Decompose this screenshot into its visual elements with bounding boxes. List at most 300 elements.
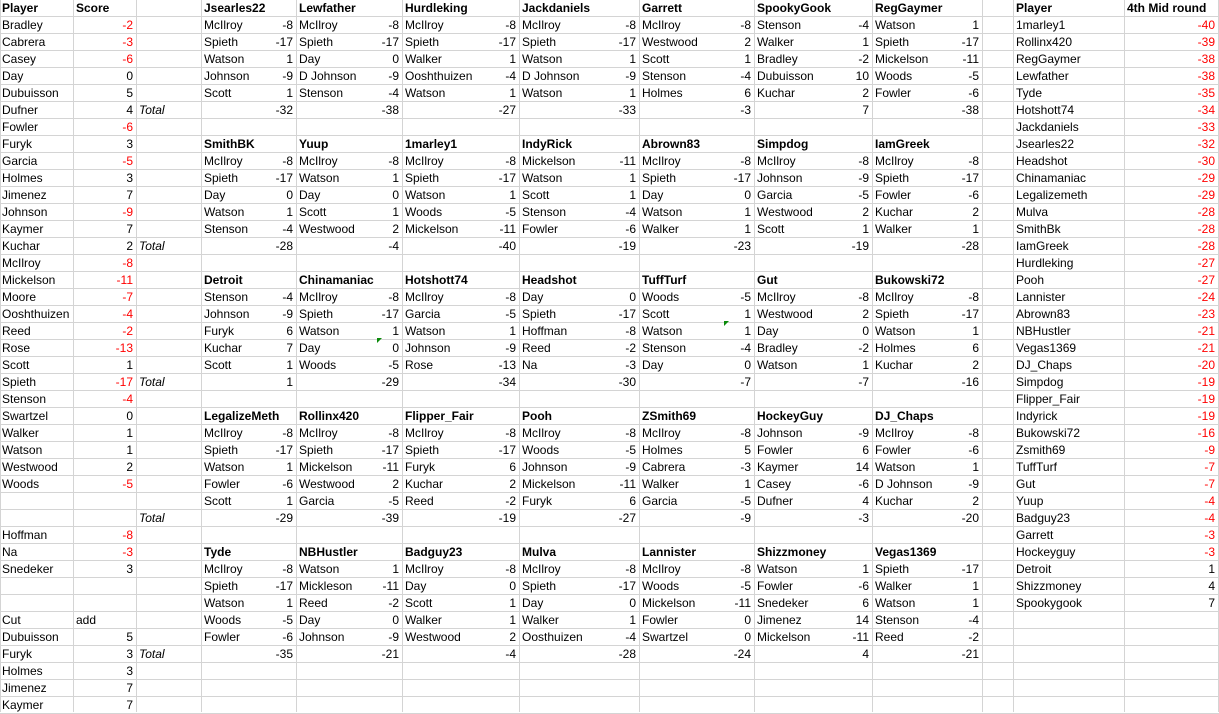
standings-score[interactable]: -3 [1204, 545, 1215, 559]
pick-score[interactable]: -17 [275, 443, 293, 457]
cut-player-name[interactable]: Jimenez [2, 681, 47, 695]
player-score[interactable]: 2 [126, 239, 133, 253]
team-name[interactable]: Mulva [522, 545, 557, 559]
team-total[interactable]: -27 [618, 511, 636, 525]
pick-score[interactable]: 2 [972, 358, 979, 372]
pick-player[interactable]: Mickelson [522, 154, 576, 168]
team-total[interactable]: -3 [858, 511, 869, 525]
pick-player[interactable]: Reed [405, 494, 434, 508]
pick-score[interactable]: 1 [862, 358, 869, 372]
pick-player[interactable]: Watson [875, 18, 916, 32]
pick-score[interactable]: -8 [740, 562, 751, 576]
team-total[interactable]: -4 [388, 239, 399, 253]
pick-score[interactable]: -17 [275, 171, 293, 185]
pick-player[interactable]: McIlroy [642, 18, 681, 32]
team-total[interactable]: -20 [961, 511, 979, 525]
pick-player[interactable]: Watson [299, 324, 340, 338]
pick-player[interactable]: Jimenez [757, 613, 802, 627]
standings-score[interactable]: -21 [1197, 324, 1215, 338]
pick-player[interactable]: Woods [204, 613, 242, 627]
pick-score[interactable]: 2 [862, 205, 869, 219]
player-score[interactable]: 1 [126, 443, 133, 457]
cut-player-score[interactable]: 5 [126, 630, 133, 644]
pick-score[interactable]: -17 [275, 579, 293, 593]
pick-score[interactable]: 1 [744, 222, 751, 236]
pick-player[interactable]: Snedeker [757, 596, 809, 610]
standings-score[interactable]: -33 [1197, 120, 1215, 134]
pick-player[interactable]: Garcia [299, 494, 335, 508]
standings-player[interactable]: Detroit [1016, 562, 1052, 576]
standings-player[interactable]: Rollinx420 [1016, 35, 1073, 49]
pick-score[interactable]: -9 [388, 630, 399, 644]
pick-player[interactable]: Kuchar [875, 205, 914, 219]
pick-score[interactable]: -4 [505, 69, 516, 83]
pick-score[interactable]: 1 [286, 494, 293, 508]
pick-score[interactable]: -2 [625, 341, 636, 355]
team-name[interactable]: Simpdog [757, 137, 809, 151]
standings-score[interactable]: -16 [1197, 426, 1215, 440]
player-score[interactable]: 3 [126, 562, 133, 576]
team-total[interactable]: -21 [381, 647, 399, 661]
team-total[interactable]: -38 [381, 103, 399, 117]
pick-score[interactable]: 1 [509, 86, 516, 100]
pick-player[interactable]: Watson [642, 324, 683, 338]
pick-score[interactable]: -17 [381, 307, 399, 321]
pick-score[interactable]: 1 [392, 171, 399, 185]
pick-score[interactable]: -8 [282, 426, 293, 440]
pick-player[interactable]: Spieth [299, 443, 334, 457]
player-name[interactable]: Woods [2, 477, 40, 491]
pick-player[interactable]: Westwood [757, 307, 813, 321]
pick-player[interactable]: Reed [522, 341, 551, 355]
pick-player[interactable]: Stenson [299, 86, 344, 100]
standings-player[interactable]: Hockeyguy [1016, 545, 1076, 559]
pick-player[interactable]: Stenson [204, 290, 249, 304]
pick-player[interactable]: McIlroy [642, 426, 681, 440]
pick-score[interactable]: -17 [733, 171, 751, 185]
pick-player[interactable]: Watson [299, 562, 340, 576]
pick-score[interactable]: 2 [862, 86, 869, 100]
pick-score[interactable]: -8 [388, 154, 399, 168]
standings-score[interactable]: -28 [1197, 222, 1215, 236]
pick-player[interactable]: Bradley [757, 52, 798, 66]
pick-score[interactable]: 1 [629, 171, 636, 185]
pick-player[interactable]: Scott [522, 188, 550, 202]
pick-score[interactable]: 1 [862, 35, 869, 49]
pick-score[interactable]: -8 [505, 18, 516, 32]
pick-player[interactable]: Holmes [875, 341, 916, 355]
pick-player[interactable]: Johnson [204, 307, 250, 321]
player-score[interactable]: -4 [122, 392, 133, 406]
pick-player[interactable]: Kuchar [875, 494, 914, 508]
pick-player[interactable]: Spieth [204, 35, 239, 49]
cut-player-score[interactable]: 7 [126, 681, 133, 695]
pick-score[interactable]: 1 [744, 205, 751, 219]
pick-player[interactable]: Watson [405, 188, 446, 202]
player-name[interactable]: Mickelson [2, 273, 56, 287]
pick-player[interactable]: McIlroy [405, 562, 444, 576]
pick-score[interactable]: 0 [629, 596, 636, 610]
pick-score[interactable]: 1 [509, 52, 516, 66]
pick-player[interactable]: Scott [642, 52, 670, 66]
pick-score[interactable]: 4 [862, 494, 869, 508]
pick-player[interactable]: Fowler [642, 613, 679, 627]
team-name[interactable]: RegGaymer [875, 1, 943, 15]
pick-player[interactable]: Fowler [204, 477, 241, 491]
cut-player-name[interactable]: Furyk [2, 647, 32, 661]
team-total[interactable]: -3 [740, 103, 751, 117]
player-score[interactable]: -4 [122, 307, 133, 321]
player-score[interactable]: -11 [116, 273, 133, 287]
pick-player[interactable]: Watson [757, 562, 798, 576]
team-name[interactable]: Rollinx420 [299, 409, 360, 423]
pick-score[interactable]: 0 [744, 613, 751, 627]
team-name[interactable]: Tyde [204, 545, 232, 559]
team-name[interactable]: Headshot [522, 273, 577, 287]
pick-score[interactable]: -5 [505, 205, 516, 219]
pick-score[interactable]: -8 [625, 562, 636, 576]
pick-score[interactable]: -11 [852, 630, 869, 644]
pick-score[interactable]: -8 [625, 18, 636, 32]
standings-player[interactable]: Yuup [1016, 494, 1044, 508]
pick-score[interactable]: -17 [618, 307, 636, 321]
pick-player[interactable]: Johnson [204, 69, 250, 83]
pick-player[interactable]: Spieth [299, 35, 334, 49]
pick-score[interactable]: 2 [509, 630, 516, 644]
team-name[interactable]: IamGreek [875, 137, 930, 151]
pick-score[interactable]: -8 [388, 290, 399, 304]
pick-player[interactable]: McIlroy [522, 562, 561, 576]
pick-player[interactable]: Watson [204, 460, 245, 474]
pick-score[interactable]: 1 [972, 222, 979, 236]
team-total[interactable]: -34 [498, 375, 516, 389]
pick-player[interactable]: Mickleson [299, 579, 353, 593]
pick-player[interactable]: Walker [405, 52, 442, 66]
standings-score[interactable]: -27 [1197, 256, 1215, 270]
pick-score[interactable]: -5 [388, 494, 399, 508]
pick-score[interactable]: 1 [744, 477, 751, 491]
pick-player[interactable]: Woods [642, 579, 680, 593]
team-total[interactable]: -28 [618, 647, 636, 661]
pick-player[interactable]: Watson [875, 596, 916, 610]
team-name[interactable]: LegalizeMeth [204, 409, 280, 423]
pick-score[interactable]: -4 [858, 18, 869, 32]
standings-player[interactable]: RegGaymer [1016, 52, 1081, 66]
pick-player[interactable]: Furyk [204, 324, 234, 338]
pick-score[interactable]: 0 [862, 324, 869, 338]
pick-player[interactable]: Westwood [405, 630, 461, 644]
pick-player[interactable]: Mickelson [757, 630, 811, 644]
pick-player[interactable]: Walker [875, 579, 912, 593]
pick-score[interactable]: -9 [505, 341, 516, 355]
standings-score[interactable]: -35 [1197, 86, 1215, 100]
pick-player[interactable]: Westwood [757, 205, 813, 219]
pick-player[interactable]: Spieth [204, 171, 239, 185]
pick-score[interactable]: 0 [392, 341, 399, 355]
standings-score[interactable]: -28 [1197, 239, 1215, 253]
pick-score[interactable]: -5 [388, 358, 399, 372]
pick-player[interactable]: Reed [875, 630, 904, 644]
standings-score[interactable]: -40 [1197, 18, 1215, 32]
team-name[interactable]: Hotshott74 [405, 273, 468, 287]
pick-player[interactable]: Johnson [522, 460, 568, 474]
player-score[interactable]: 3 [126, 137, 133, 151]
player-score[interactable]: -2 [122, 324, 133, 338]
pick-score[interactable]: -17 [961, 562, 979, 576]
team-total[interactable]: -35 [275, 647, 293, 661]
pick-score[interactable]: 0 [744, 630, 751, 644]
pick-player[interactable]: Day [405, 579, 427, 593]
pick-player[interactable]: Mickelson [405, 222, 459, 236]
pick-player[interactable]: Furyk [522, 494, 552, 508]
player-name[interactable]: Holmes [2, 171, 43, 185]
pick-score[interactable]: 10 [855, 69, 869, 83]
pick-player[interactable]: Kuchar [875, 358, 914, 372]
comment-indicator-icon[interactable] [377, 338, 382, 343]
standings-score[interactable]: -7 [1204, 460, 1215, 474]
pick-player[interactable]: Scott [299, 205, 327, 219]
team-name[interactable]: Jackdaniels [522, 1, 591, 15]
pick-player[interactable]: Woods [875, 69, 913, 83]
pick-score[interactable]: 1 [972, 324, 979, 338]
standings-player[interactable]: Mulva [1016, 205, 1049, 219]
pick-score[interactable]: -11 [382, 460, 399, 474]
pick-score[interactable]: -3 [625, 358, 636, 372]
pick-score[interactable]: 6 [629, 494, 636, 508]
player-name[interactable]: McIlroy [2, 256, 41, 270]
pick-player[interactable]: Walker [522, 613, 559, 627]
pick-player[interactable]: McIlroy [875, 426, 914, 440]
pick-score[interactable]: -9 [282, 69, 293, 83]
pick-score[interactable]: -17 [498, 35, 516, 49]
pick-player[interactable]: D Johnson [522, 69, 580, 83]
player-name[interactable]: Stenson [2, 392, 47, 406]
pick-player[interactable]: McIlroy [405, 290, 444, 304]
pick-score[interactable]: 1 [509, 596, 516, 610]
pick-score[interactable]: 1 [744, 307, 751, 321]
pick-score[interactable]: 1 [972, 460, 979, 474]
pick-player[interactable]: McIlroy [299, 426, 338, 440]
team-total[interactable]: -28 [961, 239, 979, 253]
pick-score[interactable]: -2 [388, 596, 399, 610]
pick-player[interactable]: Day [299, 341, 321, 355]
player-score[interactable]: -9 [122, 205, 133, 219]
pick-player[interactable]: Spieth [522, 579, 557, 593]
pick-player[interactable]: Stenson [757, 18, 802, 32]
pick-score[interactable]: -11 [619, 154, 636, 168]
pick-player[interactable]: Scott [642, 307, 670, 321]
standings-player[interactable]: Flipper_Fair [1016, 392, 1081, 406]
pick-player[interactable]: Holmes [642, 86, 683, 100]
team-total[interactable]: -30 [618, 375, 636, 389]
pick-score[interactable]: 1 [392, 324, 399, 338]
player-score[interactable]: -6 [122, 120, 133, 134]
pick-score[interactable]: -8 [625, 324, 636, 338]
pick-score[interactable]: 1 [286, 52, 293, 66]
standings-player[interactable]: Pooh [1016, 273, 1045, 287]
player-score[interactable]: -8 [122, 528, 133, 542]
pick-score[interactable]: -5 [740, 494, 751, 508]
player-score[interactable]: -3 [122, 35, 133, 49]
pick-player[interactable]: McIlroy [405, 18, 444, 32]
player-name[interactable]: Scott [2, 358, 30, 372]
pick-player[interactable]: Scott [204, 494, 232, 508]
pick-score[interactable]: -8 [505, 562, 516, 576]
pick-score[interactable]: -17 [961, 171, 979, 185]
pick-score[interactable]: -4 [282, 222, 293, 236]
pick-score[interactable]: 1 [744, 324, 751, 338]
player-name[interactable]: Garcia [2, 154, 38, 168]
pick-player[interactable]: Spieth [299, 307, 334, 321]
pick-score[interactable]: -4 [625, 205, 636, 219]
team-total[interactable]: -28 [275, 239, 293, 253]
standings-player[interactable]: Indyrick [1016, 409, 1058, 423]
add-label[interactable]: add [76, 613, 97, 627]
team-name[interactable]: NBHustler [299, 545, 358, 559]
team-name[interactable]: ZSmith69 [642, 409, 697, 423]
pick-score[interactable]: -17 [961, 35, 979, 49]
pick-score[interactable]: 1 [286, 86, 293, 100]
pick-player[interactable]: Walker [875, 222, 912, 236]
pick-player[interactable]: Fowler [875, 443, 912, 457]
pick-player[interactable]: Watson [405, 324, 446, 338]
pick-score[interactable]: -5 [858, 188, 869, 202]
pick-score[interactable]: -11 [619, 477, 636, 491]
pick-score[interactable]: 2 [862, 307, 869, 321]
standings-score[interactable]: 7 [1208, 596, 1215, 610]
team-name[interactable]: Flipper_Fair [405, 409, 474, 423]
pick-player[interactable]: Kuchar [204, 341, 243, 355]
pick-player[interactable]: Day [299, 188, 321, 202]
pick-score[interactable]: -8 [388, 426, 399, 440]
team-total[interactable]: -38 [961, 103, 979, 117]
standings-score[interactable]: -20 [1197, 358, 1215, 372]
pick-score[interactable]: 1 [629, 86, 636, 100]
player-score[interactable]: 3 [126, 171, 133, 185]
pick-score[interactable]: 0 [509, 579, 516, 593]
team-name[interactable]: Chinamaniac [299, 273, 374, 287]
pick-player[interactable]: McIlroy [875, 290, 914, 304]
pick-player[interactable]: Watson [204, 596, 245, 610]
pick-player[interactable]: McIlroy [642, 154, 681, 168]
standings-player[interactable]: Garrett [1016, 528, 1054, 542]
team-total[interactable]: -32 [275, 103, 293, 117]
pick-player[interactable]: Woods [522, 443, 560, 457]
pick-player[interactable]: Woods [642, 290, 680, 304]
pick-player[interactable]: Watson [204, 205, 245, 219]
pick-player[interactable]: McIlroy [757, 290, 796, 304]
pick-player[interactable]: Day [204, 188, 226, 202]
pick-score[interactable]: 6 [972, 341, 979, 355]
cut-player-score[interactable]: 7 [126, 698, 133, 712]
standings-player[interactable]: Headshot [1016, 154, 1068, 168]
standings-header-player[interactable]: Player [1016, 1, 1053, 15]
pick-player[interactable]: Day [757, 324, 779, 338]
cut-player-score[interactable]: 3 [126, 647, 133, 661]
pick-score[interactable]: -17 [618, 579, 636, 593]
pick-score[interactable]: -8 [740, 154, 751, 168]
standings-score[interactable]: -34 [1197, 103, 1215, 117]
pick-score[interactable]: -8 [625, 426, 636, 440]
pick-score[interactable]: -8 [282, 562, 293, 576]
player-score[interactable]: 4 [126, 103, 133, 117]
standings-player[interactable]: Vegas1369 [1016, 341, 1077, 355]
pick-score[interactable]: -4 [740, 341, 751, 355]
pick-player[interactable]: Spieth [204, 579, 239, 593]
pick-score[interactable]: -8 [388, 18, 399, 32]
pick-player[interactable]: Watson [875, 460, 916, 474]
pick-score[interactable]: -6 [968, 86, 979, 100]
pick-score[interactable]: -8 [505, 290, 516, 304]
pick-player[interactable]: Johnson [405, 341, 451, 355]
pick-player[interactable]: Stenson [204, 222, 249, 236]
standings-score[interactable]: -19 [1197, 409, 1215, 423]
pick-player[interactable]: McIlroy [299, 18, 338, 32]
standings-score[interactable]: -21 [1197, 341, 1215, 355]
pick-score[interactable]: 7 [286, 341, 293, 355]
pick-player[interactable]: McIlroy [405, 154, 444, 168]
team-total[interactable]: -23 [733, 239, 751, 253]
pick-player[interactable]: Fowler [757, 579, 794, 593]
pick-player[interactable]: Oosthuizen [522, 630, 583, 644]
pick-score[interactable]: -5 [740, 290, 751, 304]
player-name[interactable]: Swartzel [2, 409, 49, 423]
pick-score[interactable]: 1 [862, 222, 869, 236]
pick-player[interactable]: Kuchar [405, 477, 444, 491]
pick-player[interactable]: Scott [204, 358, 232, 372]
pick-player[interactable]: Na [522, 358, 538, 372]
pick-player[interactable]: Fowler [522, 222, 559, 236]
pick-score[interactable]: -6 [858, 579, 869, 593]
pick-score[interactable]: 1 [972, 18, 979, 32]
pick-score[interactable]: -8 [968, 426, 979, 440]
pick-score[interactable]: 6 [744, 86, 751, 100]
pick-player[interactable]: Garcia [405, 307, 441, 321]
pick-score[interactable]: -17 [498, 171, 516, 185]
pick-player[interactable]: Fowler [204, 630, 241, 644]
pick-score[interactable]: -2 [858, 52, 869, 66]
pick-score[interactable]: -9 [968, 477, 979, 491]
pick-player[interactable]: Garcia [757, 188, 793, 202]
pick-score[interactable]: 2 [972, 205, 979, 219]
pick-player[interactable]: Westwood [299, 477, 355, 491]
standings-player[interactable]: NBHustler [1016, 324, 1071, 338]
team-total[interactable]: -27 [498, 103, 516, 117]
pick-score[interactable]: 2 [509, 477, 516, 491]
standings-player[interactable]: Shizzmoney [1016, 579, 1082, 593]
pick-player[interactable]: Watson [522, 86, 563, 100]
pick-score[interactable]: 1 [286, 205, 293, 219]
pick-player[interactable]: Stenson [522, 205, 567, 219]
pick-player[interactable]: Walker [757, 35, 794, 49]
pick-score[interactable]: -8 [740, 426, 751, 440]
pick-score[interactable]: -8 [858, 154, 869, 168]
cut-player-name[interactable]: Dubuisson [2, 630, 59, 644]
pick-player[interactable]: Day [299, 613, 321, 627]
total-label[interactable]: Total [139, 375, 165, 389]
standings-player[interactable]: Simpdog [1016, 375, 1064, 389]
standings-player[interactable]: Legalizemeth [1016, 188, 1088, 202]
pick-player[interactable]: Rose [405, 358, 434, 372]
pick-player[interactable]: Walker [405, 613, 442, 627]
team-name[interactable]: HockeyGuy [757, 409, 824, 423]
pick-score[interactable]: -6 [968, 188, 979, 202]
player-name[interactable]: Dubuisson [2, 86, 59, 100]
team-name[interactable]: Jsearles22 [204, 1, 266, 15]
pick-score[interactable]: -17 [381, 35, 399, 49]
pick-score[interactable]: 1 [286, 596, 293, 610]
pick-score[interactable]: -8 [858, 290, 869, 304]
